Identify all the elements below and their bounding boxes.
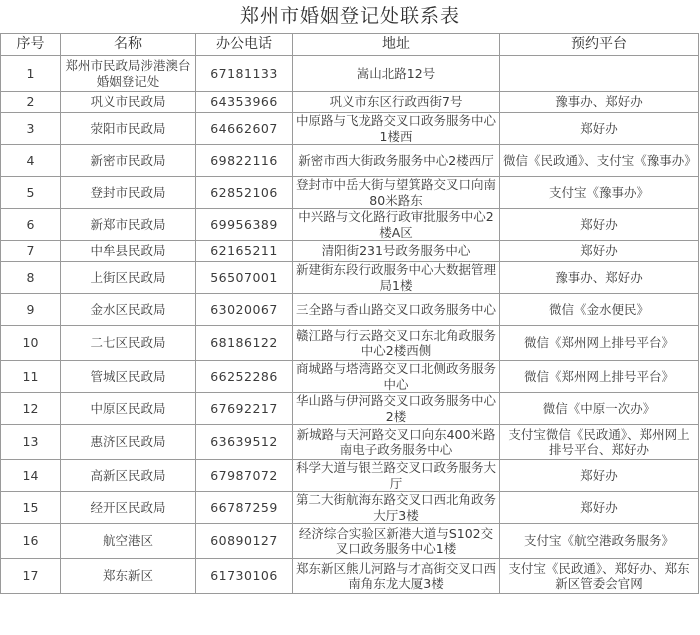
cell-name: 中牟县民政局: [61, 241, 196, 262]
contact-table: [0, 33, 699, 594]
header-name: 名称: [61, 34, 196, 56]
cell-address: 赣江路与行云路交叉口东北角政服务中心2楼西侧: [293, 326, 500, 361]
header-platform: 预约平台: [500, 34, 699, 56]
cell-name: 新郑市民政局: [61, 209, 196, 241]
cell-platform: 郑好办: [500, 113, 699, 145]
cell-no: 9: [1, 294, 61, 326]
table-row: [1, 92, 699, 113]
cell-phone: 61730106: [196, 559, 293, 594]
cell-name: 管城区民政局: [61, 361, 196, 393]
cell-platform: 郑好办: [500, 241, 699, 262]
cell-phone: 66252286: [196, 361, 293, 393]
cell-no: 15: [1, 492, 61, 524]
cell-platform: 微信《中原一次办》: [500, 393, 699, 425]
table-row: [1, 492, 699, 524]
cell-phone: 67181133: [196, 56, 293, 92]
cell-phone: 66787259: [196, 492, 293, 524]
cell-no: 4: [1, 145, 61, 177]
cell-address: 经济综合实验区新港大道与S102交叉口政务服务中心1楼: [293, 524, 500, 559]
cell-name: 郑州市民政局涉港澳台婚姻登记处: [61, 56, 196, 92]
table-row: [1, 559, 699, 594]
cell-address: 新密市西大街政务服务中心2楼西厅: [293, 145, 500, 177]
cell-name: 上街区民政局: [61, 262, 196, 294]
cell-no: 1: [1, 56, 61, 92]
cell-platform: 豫事办、郑好办: [500, 262, 699, 294]
cell-no: 3: [1, 113, 61, 145]
table-row: [1, 460, 699, 492]
cell-platform: 支付宝微信《民政通》、郑州网上排号平台、郑好办: [500, 425, 699, 460]
table-row: [1, 294, 699, 326]
cell-platform: 支付宝《航空港政务服务》: [500, 524, 699, 559]
cell-no: 8: [1, 262, 61, 294]
cell-platform: 支付宝《民政通》、郑好办、郑东新区管委会官网: [500, 559, 699, 594]
cell-name: 金水区民政局: [61, 294, 196, 326]
cell-address: 商城路与塔湾路交叉口北侧政务服务中心: [293, 361, 500, 393]
cell-address: 嵩山北路12号: [293, 56, 500, 92]
table-row: [1, 209, 699, 241]
table-row: [1, 326, 699, 361]
cell-address: 清阳街231号政务服务中心: [293, 241, 500, 262]
header-phone: 办公电话: [196, 34, 293, 56]
table-row: [1, 425, 699, 460]
cell-name: 郑东新区: [61, 559, 196, 594]
cell-no: 12: [1, 393, 61, 425]
cell-address: 中原路与飞龙路交叉口政务服务中心1楼西: [293, 113, 500, 145]
cell-platform: 郑好办: [500, 209, 699, 241]
table-header-row: [1, 34, 699, 56]
cell-address: 巩义市东区行政西街7号: [293, 92, 500, 113]
cell-platform: 微信《郑州网上排号平台》: [500, 326, 699, 361]
table-row: [1, 145, 699, 177]
cell-phone: 68186122: [196, 326, 293, 361]
cell-address: 中兴路与文化路行政审批服务中心2楼A区: [293, 209, 500, 241]
table-row: [1, 524, 699, 559]
cell-address: 新建街东段行政服务中心大数据管理局1楼: [293, 262, 500, 294]
cell-no: 10: [1, 326, 61, 361]
cell-platform: 豫事办、郑好办: [500, 92, 699, 113]
cell-phone: 69822116: [196, 145, 293, 177]
cell-no: 6: [1, 209, 61, 241]
cell-name: 高新区民政局: [61, 460, 196, 492]
table-row: [1, 361, 699, 393]
cell-phone: 64662607: [196, 113, 293, 145]
header-address: 地址: [293, 34, 500, 56]
cell-address: 第二大街航海东路交叉口西北角政务大厅3楼: [293, 492, 500, 524]
cell-no: 7: [1, 241, 61, 262]
cell-name: 中原区民政局: [61, 393, 196, 425]
cell-phone: 63639512: [196, 425, 293, 460]
cell-no: 17: [1, 559, 61, 594]
cell-no: 5: [1, 177, 61, 209]
cell-name: 经开区民政局: [61, 492, 196, 524]
cell-name: 二七区民政局: [61, 326, 196, 361]
cell-platform: 微信《民政通》、支付宝《豫事办》: [500, 145, 699, 177]
cell-phone: 69956389: [196, 209, 293, 241]
cell-name: 新密市民政局: [61, 145, 196, 177]
cell-name: 航空港区: [61, 524, 196, 559]
table-row: [1, 241, 699, 262]
cell-address: 新城路与天河路交叉口向东400米路南电子政务服务中心: [293, 425, 500, 460]
cell-platform: 支付宝《豫事办》: [500, 177, 699, 209]
cell-phone: 64353966: [196, 92, 293, 113]
table-row: [1, 113, 699, 145]
cell-phone: 63020067: [196, 294, 293, 326]
cell-platform: 微信《郑州网上排号平台》: [500, 361, 699, 393]
cell-address: 科学大道与银兰路交叉口政务服务大厅: [293, 460, 500, 492]
cell-name: 惠济区民政局: [61, 425, 196, 460]
table-row: [1, 177, 699, 209]
table-title: 郑州市婚姻登记处联系表: [239, 5, 460, 27]
cell-phone: 62165211: [196, 241, 293, 262]
cell-platform: 郑好办: [500, 460, 699, 492]
cell-phone: 60890127: [196, 524, 293, 559]
cell-no: 13: [1, 425, 61, 460]
table-row: [1, 56, 699, 92]
cell-address: 登封市中岳大街与望箕路交叉口向南80米路东: [293, 177, 500, 209]
cell-no: 16: [1, 524, 61, 559]
cell-platform: [500, 56, 699, 92]
cell-name: 巩义市民政局: [61, 92, 196, 113]
cell-phone: 67692217: [196, 393, 293, 425]
cell-phone: 62852106: [196, 177, 293, 209]
cell-address: 三全路与香山路交叉口政务服务中心: [293, 294, 500, 326]
cell-no: 2: [1, 92, 61, 113]
cell-platform: 郑好办: [500, 492, 699, 524]
cell-name: 荥阳市民政局: [61, 113, 196, 145]
cell-no: 14: [1, 460, 61, 492]
cell-phone: 56507001: [196, 262, 293, 294]
cell-address: 华山路与伊河路交叉口政务服务中心2楼: [293, 393, 500, 425]
table-row: [1, 393, 699, 425]
cell-address: 郑东新区熊儿河路与才高街交叉口西南角东龙大厦3楼: [293, 559, 500, 594]
header-no: 序号: [1, 34, 61, 56]
cell-platform: 微信《金水便民》: [500, 294, 699, 326]
cell-name: 登封市民政局: [61, 177, 196, 209]
cell-phone: 67987072: [196, 460, 293, 492]
cell-no: 11: [1, 361, 61, 393]
table-row: [1, 262, 699, 294]
